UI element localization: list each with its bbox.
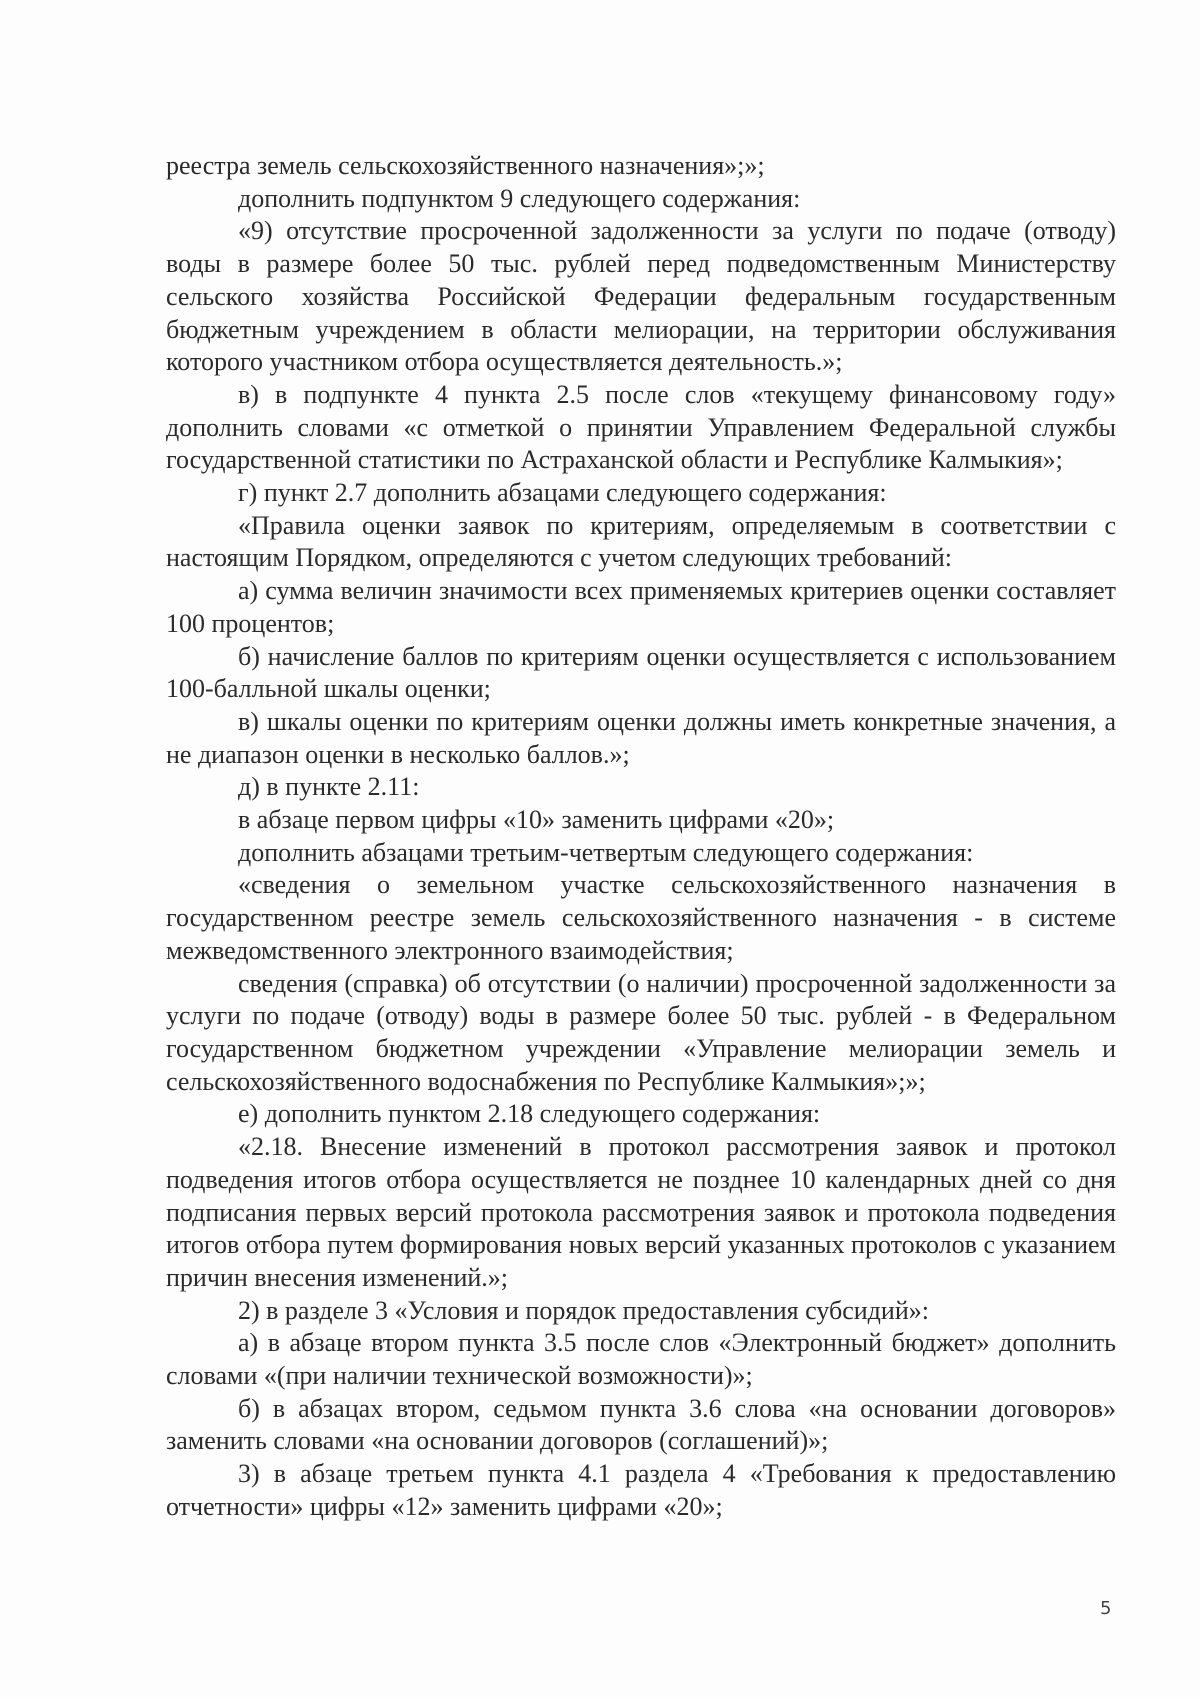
paragraph: «9) отсутствие просроченной задолженности за услуги по подаче (отводу) воды в размере более 50 тыс. рублей перед подведомственным Министерству сельского хозяйства Российской Федерации федеральным государственным бюджетным учреждением в области мелиорации, на территории обслуживания которого участником отбора осуществляется деятельность.»; <box>166 216 1116 377</box>
paragraph: 2) в разделе 3 «Условия и порядок предоставления субсидий»: <box>238 1295 929 1325</box>
paragraph: а) сумма величин значимости всех применяемых критериев оценки составляет 100 процентов; <box>166 576 1116 638</box>
paragraph: а) в абзаце втором пункта 3.5 после слов «Электронный бюджет» дополнить словами «(при наличии технической возможности)»; <box>166 1328 1116 1391</box>
paragraph: в абзаце первом цифры «10» заменить цифрами «20»; <box>238 805 835 835</box>
paragraph: «2.18. Внесение изменений в протокол рассмотрения заявок и протокол подведения итогов отбора осуществляется не позднее 10 календарных дней со дня подписания первых версий протокола рассмотрения заявок и протокола подведения итогов отбора путем формирования новых версий указанных протоколов с указанием причин внесения изменений.»; <box>166 1132 1116 1292</box>
paragraph: «Правила оценки заявок по критериям, определяемым в соответствии с настоящим Порядком, определяются с учетом следующих требований: <box>166 510 1116 573</box>
paragraph: сведения (справка) об отсутствии (о наличии) просроченной задолженности за услуги по подаче (отводу) воды в размере более 50 тыс. рублей - в Федеральном государственном бюджетном учреждении «Управление мелиорации земель и сельскохозяйственного водоснабжения по Республике Калмыкия»;»; <box>166 968 1116 1096</box>
paragraph: б) начисление баллов по критериям оценки осуществляется с использованием 100-балльной шкалы оценки; <box>166 641 1116 704</box>
page-number: 5 <box>1100 1598 1112 1619</box>
paragraph: е) дополнить пунктом 2.18 следующего содержания: <box>238 1099 821 1129</box>
document-body <box>166 150 1116 1524</box>
paragraph: д) в пункте 2.11: <box>238 772 420 802</box>
paragraph: б) в абзацах втором, седьмом пункта 3.6 слова «на основании договоров» заменить словами «на основании договоров (соглашений)»; <box>166 1393 1116 1456</box>
paragraph: 3) в абзаце третьем пункта 4.1 раздела 4 «Требования к предоставлению отчетности» цифры «12» заменить цифрами «20»; <box>166 1459 1116 1521</box>
paragraph: в) шкалы оценки по критериям оценки должны иметь конкретные значения, а не диапазон оценки в несколько баллов.»; <box>166 706 1116 769</box>
paragraph: дополнить абзацами третьим-четвертым следующего содержания: <box>238 837 974 867</box>
paragraph: дополнить подпунктом 9 следующего содержания: <box>238 183 801 213</box>
paragraph: г) пункт 2.7 дополнить абзацами следующего содержания: <box>238 478 887 508</box>
paragraph: реестра земель сельскохозяйственного назначения»;»; <box>166 151 765 180</box>
paragraph: в) в подпункте 4 пункта 2.5 после слов «текущему финансовому году» дополнить словами «с отметкой о принятии Управлением Федеральной службы государственной статистики по Астраханской области и Республике Калмыкия»; <box>166 379 1116 475</box>
paragraph: «сведения о земельном участке сельскохозяйственного назначения в государственном реестре земель сельскохозяйственного назначения - в системе межведомственного электронного взаимодействия; <box>166 870 1116 965</box>
